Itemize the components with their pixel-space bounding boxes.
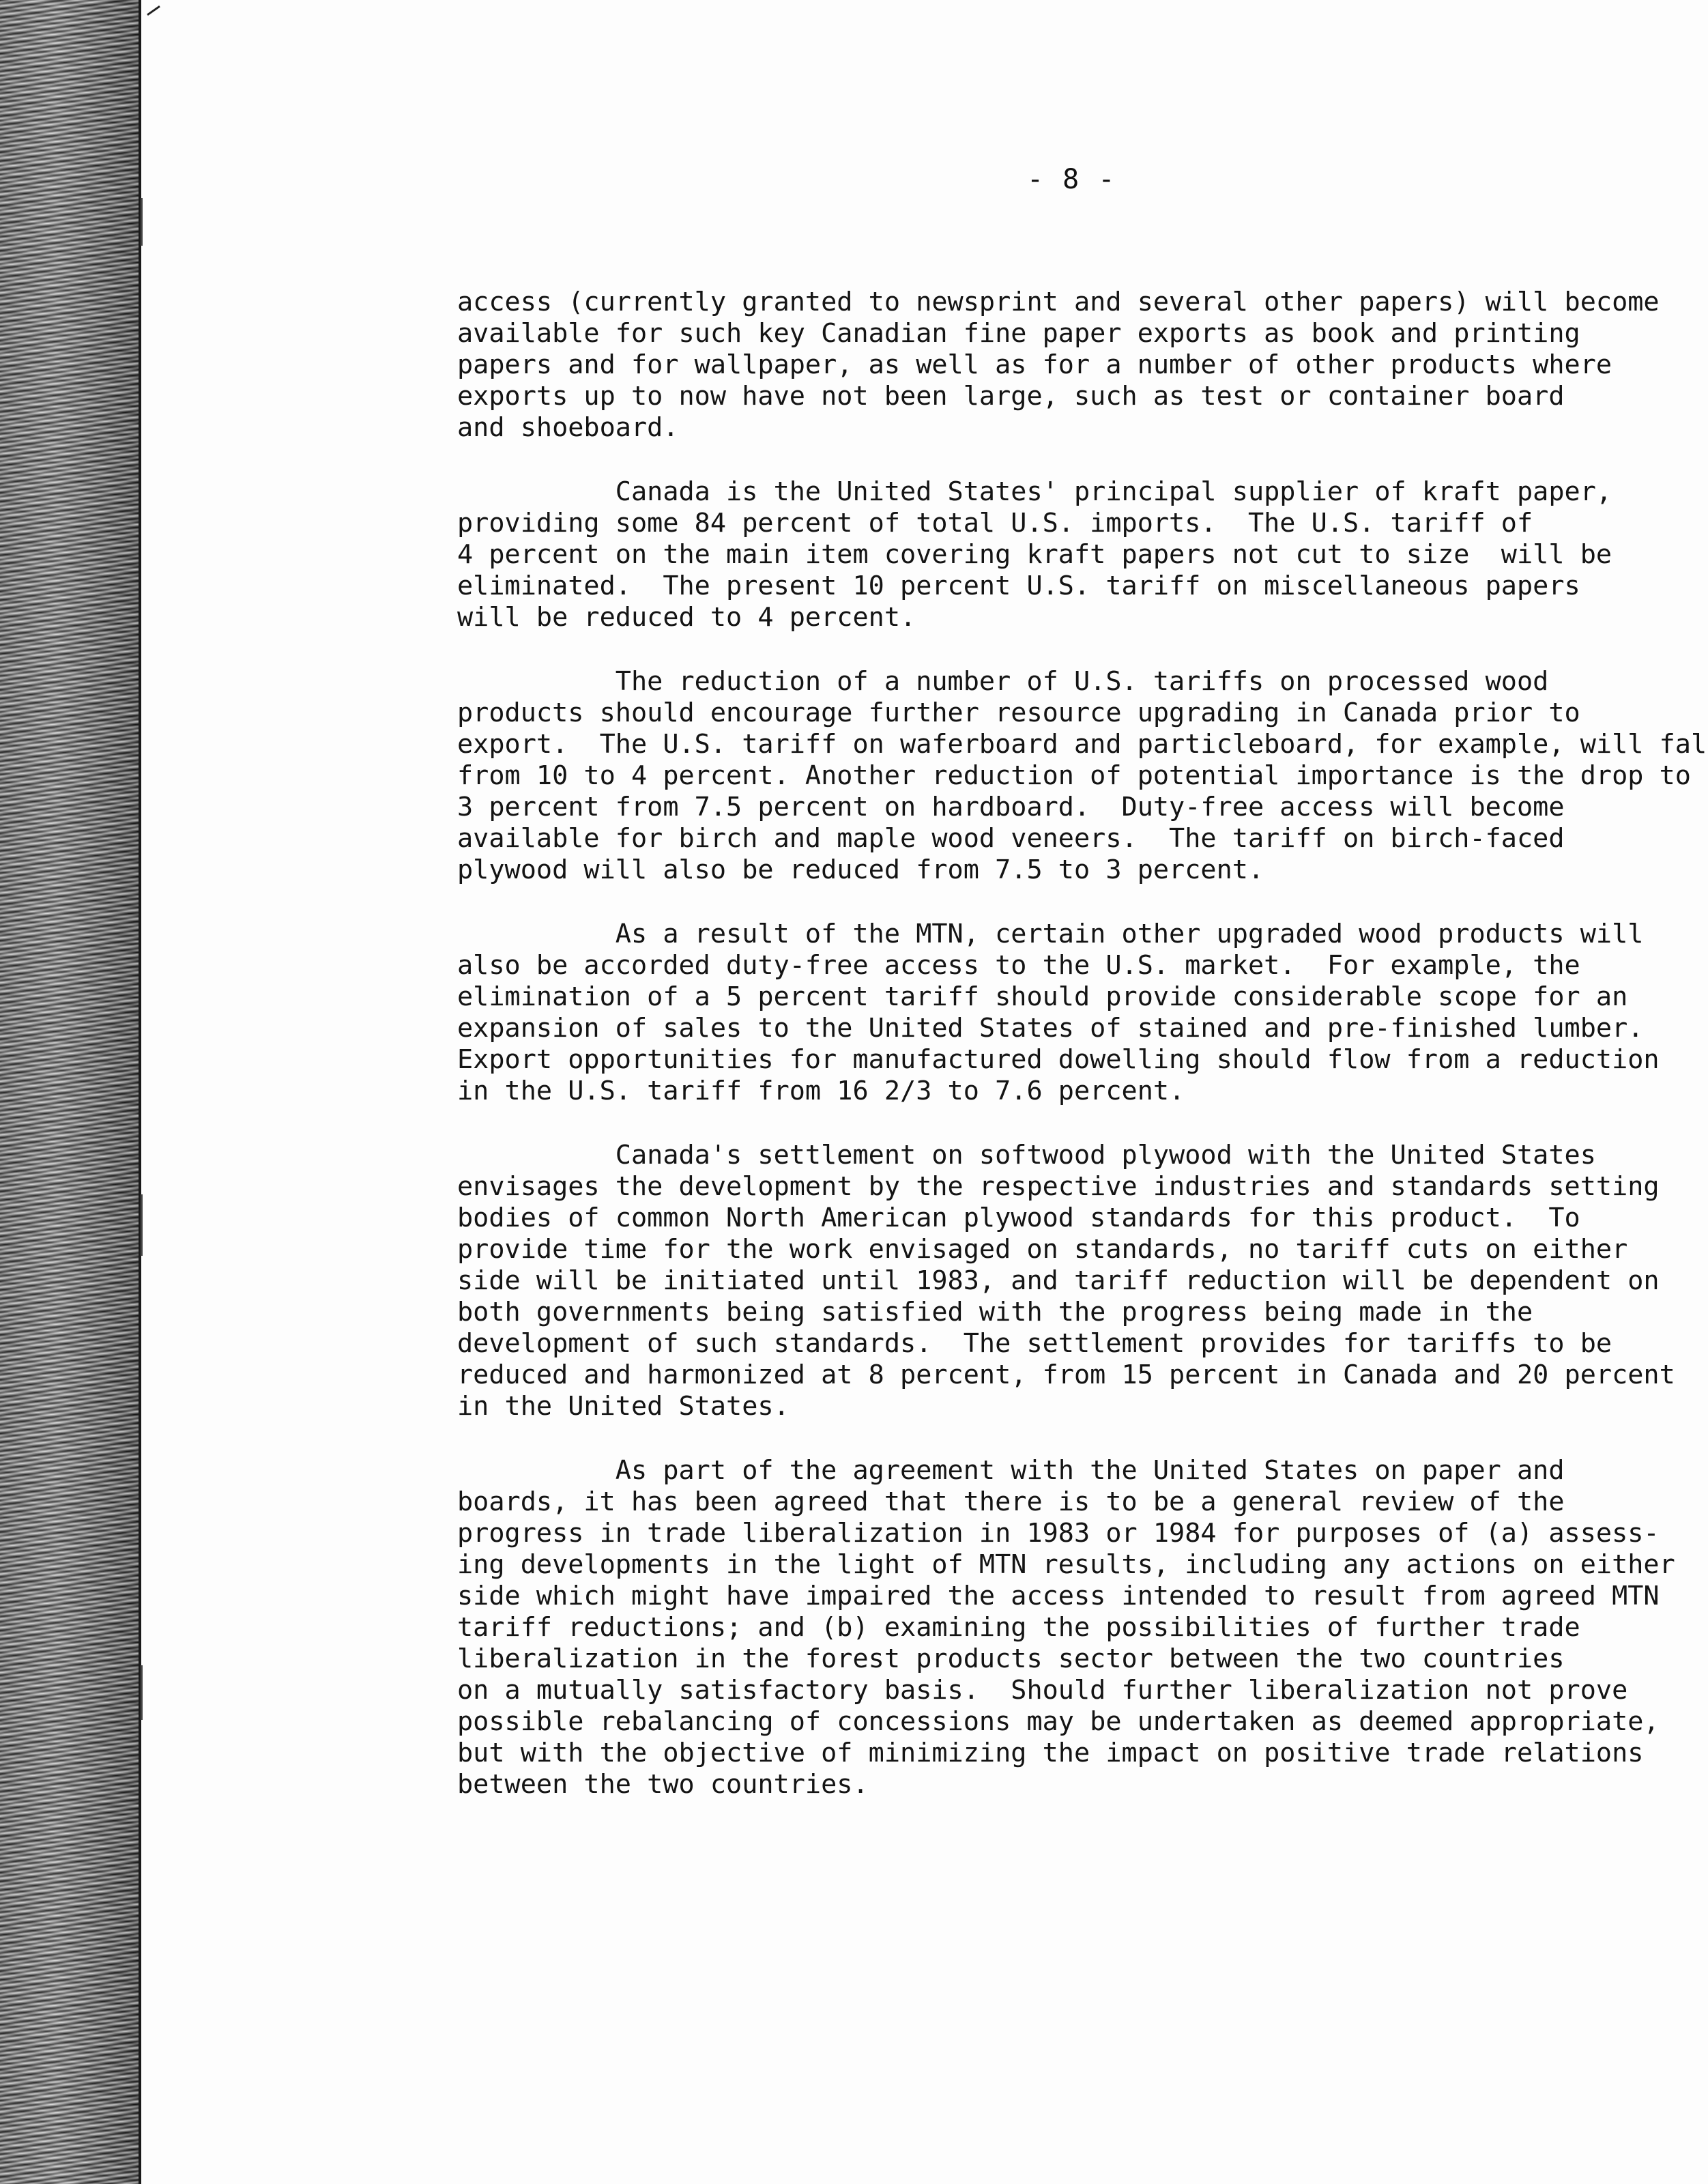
text-line: between the two countries. xyxy=(457,1769,869,1800)
scan-mark xyxy=(141,198,143,246)
body-text xyxy=(457,287,1707,1833)
text-line: also be accorded duty-free access to the U.S. market. For example, the xyxy=(457,950,1580,981)
text-line: envisages the development by the respective industries and standards setting xyxy=(457,1171,1660,1202)
text-line: on a mutually satisfactory basis. Should further liberalization not prove xyxy=(457,1675,1628,1706)
text-line: in the United States. xyxy=(457,1391,790,1422)
text-line: in the U.S. tariff from 16 2/3 to 7.6 percent. xyxy=(457,1076,1185,1106)
text-line: progress in trade liberalization in 1983 or 1984 for purposes of (a) assess- xyxy=(457,1518,1660,1549)
scan-mark xyxy=(141,1194,143,1256)
paragraph xyxy=(457,1140,1692,1422)
text-line: The reduction of a number of U.S. tariffs on processed wood xyxy=(457,666,1549,697)
text-line: providing some 84 percent of total U.S. imports. The U.S. tariff of xyxy=(457,508,1533,538)
text-line: available for such key Canadian fine paper exports as book and printing xyxy=(457,318,1580,349)
text-line: ing developments in the light of MTN results, including any actions on either xyxy=(457,1549,1675,1580)
text-line: development of such standards. The settlement provides for tariffs to be xyxy=(457,1328,1612,1359)
page-number: - 8 - xyxy=(1027,164,1116,195)
text-line: reduced and harmonized at 8 percent, from 15 percent in Canada and 20 percent xyxy=(457,1360,1675,1390)
text-line: side which might have impaired the access intended to result from agreed MTN xyxy=(457,1581,1660,1611)
scan-binding-edge xyxy=(0,0,140,2184)
text-line: elimination of a 5 percent tariff should provide considerable scope for an xyxy=(457,981,1628,1012)
scan-mark xyxy=(147,5,160,16)
paragraph xyxy=(457,1455,1692,1800)
paragraph xyxy=(457,666,1707,886)
text-line: export. The U.S. tariff on waferboard and particleboard, for example, will fal xyxy=(457,729,1707,760)
paragraph xyxy=(457,919,1692,1107)
binding-rule xyxy=(139,0,141,2184)
text-line: Canada's settlement on softwood plywood with the United States xyxy=(457,1140,1596,1170)
text-line: provide time for the work envisaged on standards, no tariff cuts on either xyxy=(457,1234,1628,1265)
text-line: but with the objective of minimizing the impact on positive trade relations xyxy=(457,1738,1644,1768)
text-line: eliminated. The present 10 percent U.S. tariff on miscellaneous papers xyxy=(457,571,1580,601)
text-line: 4 percent on the main item covering kraft papers not cut to size will be xyxy=(457,539,1612,570)
text-line: expansion of sales to the United States of stained and pre-finished lumber. xyxy=(457,1013,1644,1044)
text-line: boards, it has been agreed that there is to be a general review of the xyxy=(457,1486,1565,1517)
text-line: from 10 to 4 percent. Another reduction of potential importance is the drop to xyxy=(457,760,1691,791)
text-line: exports up to now have not been large, such as test or container board xyxy=(457,381,1565,412)
text-line: tariff reductions; and (b) examining the possibilities of further trade xyxy=(457,1612,1580,1643)
text-line: plywood will also be reduced from 7.5 to 3 percent. xyxy=(457,854,1264,885)
text-line: As a result of the MTN, certain other upgraded wood products will xyxy=(457,919,1644,949)
text-line: access (currently granted to newsprint and several other papers) will become xyxy=(457,287,1660,317)
text-line: possible rebalancing of concessions may be undertaken as deemed appropriate, xyxy=(457,1706,1660,1737)
text-line: liberalization in the forest products sector between the two countries xyxy=(457,1643,1565,1674)
text-line: 3 percent from 7.5 percent on hardboard. Duty-free access will become xyxy=(457,792,1565,822)
text-line: Canada is the United States' principal supplier of kraft paper, xyxy=(457,476,1612,507)
text-line: As part of the agreement with the United States on paper and xyxy=(457,1455,1565,1486)
text-line: Export opportunities for manufactured dowelling should flow from a reduction xyxy=(457,1044,1660,1075)
text-line: both governments being satisfied with the progress being made in the xyxy=(457,1297,1533,1327)
text-line: side will be initiated until 1983, and tariff reduction will be dependent on xyxy=(457,1265,1660,1296)
paragraph xyxy=(457,287,1692,444)
text-line: bodies of common North American plywood standards for this product. To xyxy=(457,1203,1580,1233)
text-line: available for birch and maple wood veneers. The tariff on birch-faced xyxy=(457,823,1565,854)
paragraph xyxy=(457,476,1692,633)
text-line: and shoeboard. xyxy=(457,412,679,443)
text-line: papers and for wallpaper, as well as for a number of other products where xyxy=(457,349,1612,380)
scan-mark xyxy=(141,1665,143,1720)
text-line: will be reduced to 4 percent. xyxy=(457,602,916,633)
text-line: products should encourage further resource upgrading in Canada prior to xyxy=(457,698,1580,728)
